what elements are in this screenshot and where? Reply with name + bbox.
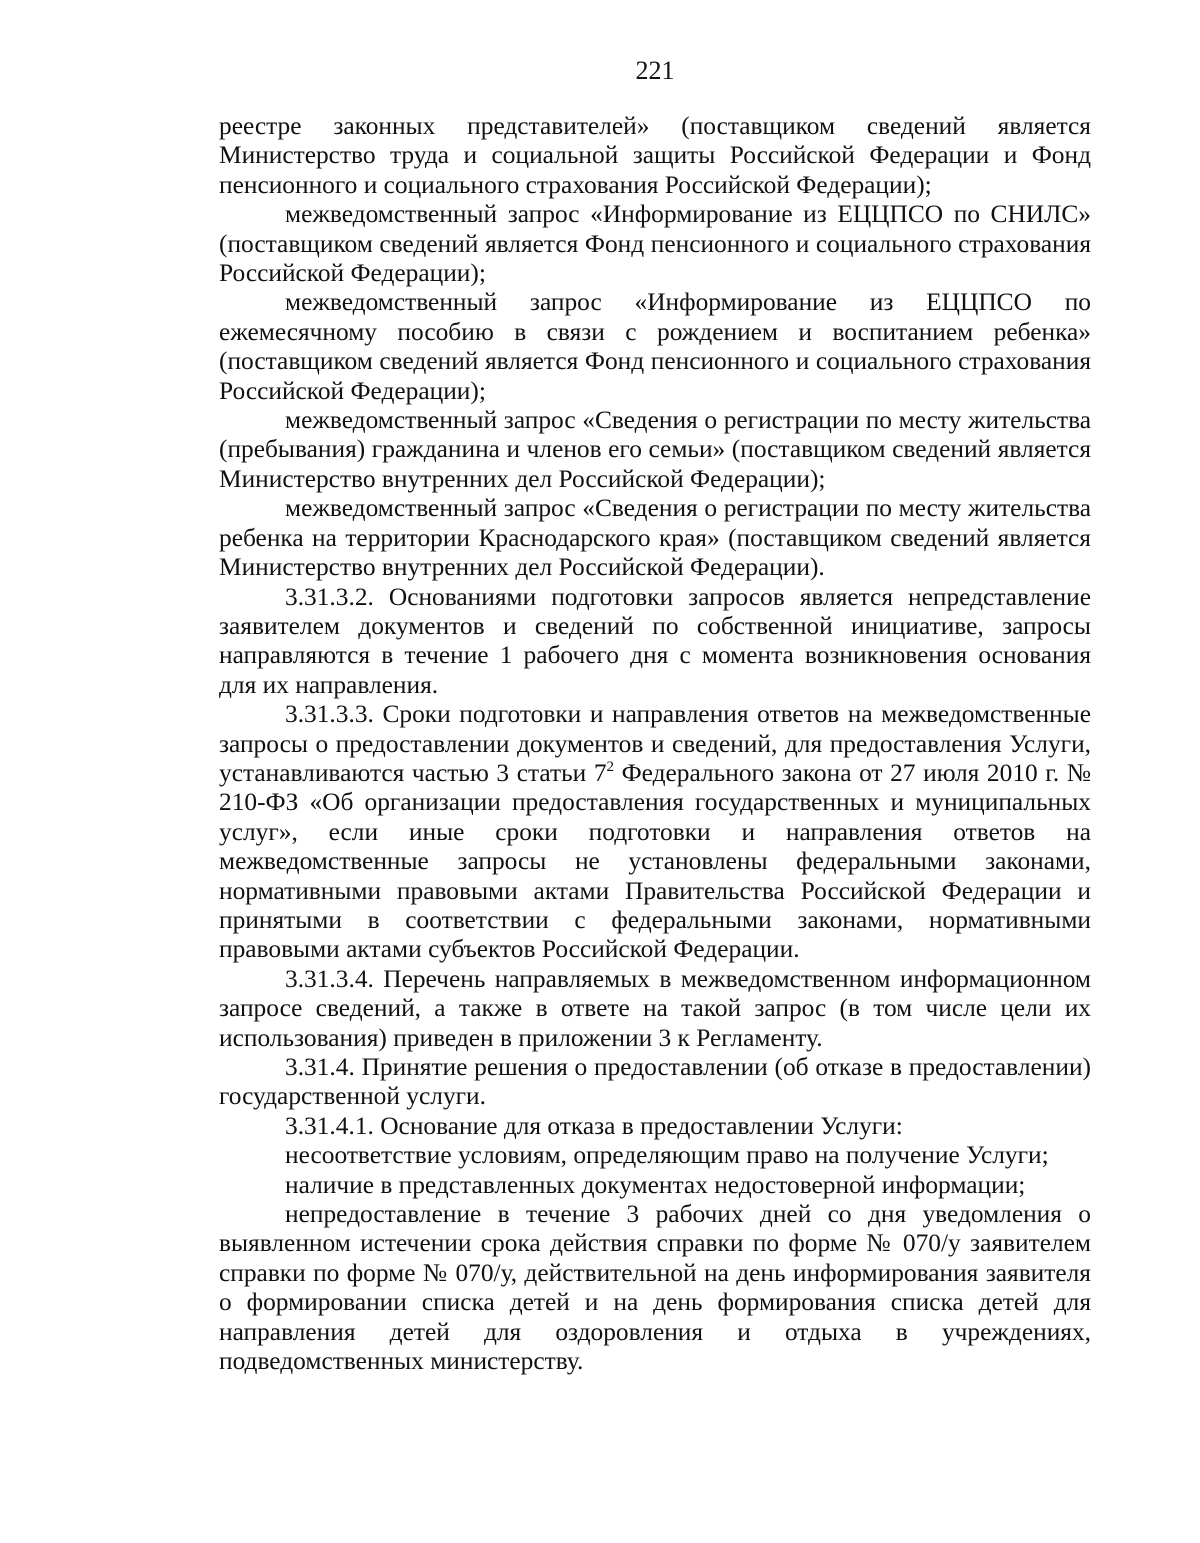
paragraph-3-31-3-3-text-before: 3.31.3.3. Сроки подготовки и направления ответов на межведомственные запросы о предоставлении документов и сведений, для предоставления Услуги, устанавливаются частью 3 статьи 7 xyxy=(219,700,1091,787)
paragraph-request-family-registration: межведомственный запрос «Сведения о регистрации по месту жительства (пребывания) гражданина и членов его семьи» (поставщиком сведений является Министерство внутренних дел Российской Федерации); xyxy=(219,406,1091,493)
paragraph-registry-continuation: реестре законных представителей» (поставщиком сведений является Министерство труда и социальной защиты Российской Федерации и Фонд пенсионного и социального страхования Российской Федерации); xyxy=(219,112,1091,199)
paragraph-3-31-4-1: 3.31.4.1. Основание для отказа в предоставлении Услуги: xyxy=(285,1111,903,1140)
article-superscript: 2 xyxy=(606,758,615,775)
paragraph-request-child-benefit: межведомственный запрос «Информирование из ЕЦЦПСО по ежемесячному пособию в связи с рождением и воспитанием ребенка» (поставщиком сведений является Фонд пенсионного и социального страхования Российской Федерации); xyxy=(219,288,1091,405)
paragraph-request-child-registration: межведомственный запрос «Сведения о регистрации по месту жительства ребенка на территории Краснодарского края» (поставщиком сведений является Министерство внутренних дел Российской Федерации). xyxy=(219,494,1091,582)
document-body xyxy=(219,112,1091,1376)
paragraph-3-31-4: 3.31.4. Принятие решения о предоставлении (об отказе в предоставлении) государственной услуги. xyxy=(219,1053,1091,1111)
paragraph-request-snils: межведомственный запрос «Информирование из ЕЦЦПСО по СНИЛС» (поставщиком сведений является Фонд пенсионного и социального страхования Российской Федерации); xyxy=(219,200,1091,288)
paragraph-3-31-3-2: 3.31.3.2. Основаниями подготовки запросов является непредставление заявителем документов и сведений по собственной инициативе, запросы направляются в течение 1 рабочего дня с момента возникновения основания для их направления. xyxy=(219,582,1091,699)
page-number: 221 xyxy=(635,56,675,85)
paragraph-3-31-3-3-text-after: Федерального закона от 27 июля 2010 г. № 210-ФЗ «Об организации предоставления государственных и муниципальных услуг», если иные сроки подготовки и направления ответов на межведомственные запросы не установлены федеральными законами, нормативными правовыми актами Правительства Российской Федерации и принятыми в соответствии с федеральными законами, нормативными правовыми актами субъектов Российской Федерации. xyxy=(219,758,1091,964)
paragraph-refusal-reason-false-info: наличие в представленных документах недостоверной информации; xyxy=(285,1170,1026,1199)
paragraph-3-31-3-4: 3.31.3.4. Перечень направляемых в межведомственном информационном запросе сведений, а также в ответе на такой запрос (в том числе цели их использования) приведен в приложении 3 к Регламенту. xyxy=(219,964,1091,1052)
paragraph-refusal-reason-certificate: непредоставление в течение 3 рабочих дней со дня уведомления о выявленном истечении срока действия справки по форме № 070/у заявителем справки по форме № 070/у, действительной на день информирования заявителя о формировании списка детей и на день формирования списка детей для направления детей для оздоровления и отдыха в учреждениях, подведомственных министерству. xyxy=(219,1200,1091,1376)
paragraph-3-31-3-3 xyxy=(219,700,1091,965)
paragraph-refusal-reason-conditions: несоответствие условиям, определяющим право на получение Услуги; xyxy=(285,1141,1049,1170)
